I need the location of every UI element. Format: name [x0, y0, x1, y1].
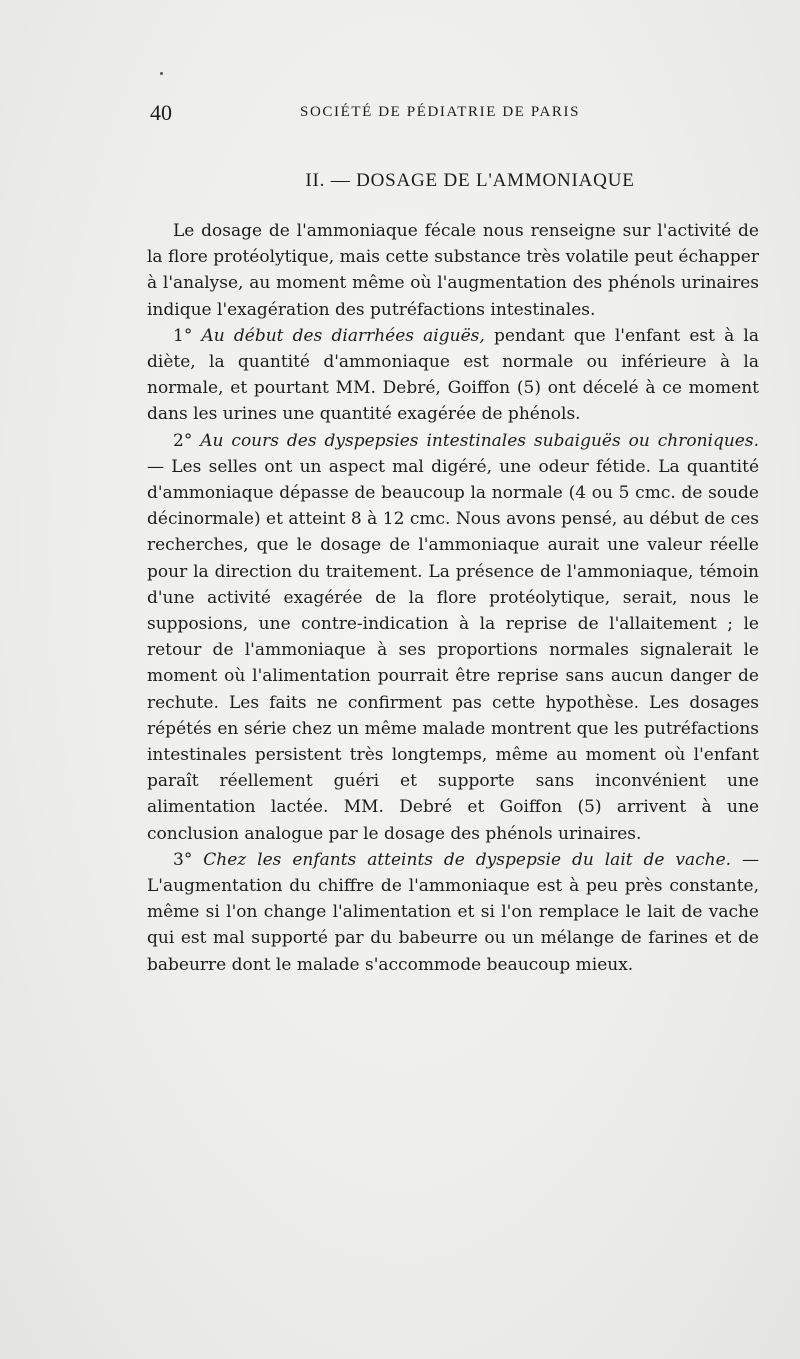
paragraph-point-2-number: 2° [173, 430, 193, 451]
body-text [147, 218, 759, 978]
paragraph-point-3-title: Chez les enfants atteints de dyspepsie du lait de vache. [203, 849, 732, 870]
paragraph-intro [147, 218, 759, 323]
paragraph-point-1-number: 1° [173, 325, 193, 346]
page-number: 40 [150, 100, 172, 125]
paragraph-point-1-title: Au début des diarrhées aiguës, [201, 325, 485, 346]
paragraph-point-1-text: pendant que l'enfant est à la diète, la quantité d'ammoniaque est normale ou inférieure à la normale, et pourtant MM. Debré, Goiffon (5) ont décelé à ce moment dans les urines une quantité exagérée de phénols. [147, 325, 759, 425]
scan-speck [160, 72, 163, 75]
paragraph-point-3-text: — L'augmentation du chiffre de l'ammoniaque est à peu près constante, même si l'on change l'alimentation et si l'on remplace le lait de vache qui est mal supporté par du babeurre ou un mélange de farines et de babeurre dont le malade s'accommode beaucoup mieux. [147, 849, 760, 975]
paragraph-point-2-title: Au cours des dyspepsies intestinales subaiguës ou chroniques. [200, 430, 759, 451]
paragraph-point-3 [147, 847, 759, 978]
paragraph-point-3-number: 3° [173, 849, 193, 870]
paragraph-point-2 [147, 428, 759, 847]
journal-title: SOCIÉTÉ DE PÉDIATRIE DE PARIS [300, 104, 581, 120]
paragraph-intro-text: Le dosage de l'ammoniaque fécale nous renseigne sur l'activité de la flore protéolytique, mais cette substance très volatile peut échapper à l'analyse, au moment même où l'augmentation des phénols urinaires indique l'exagération des putréfactions intestinales. [147, 221, 759, 320]
paragraph-point-1 [147, 323, 759, 428]
section-heading: II. — DOSAGE DE L'AMMONIAQUE [305, 170, 635, 191]
running-head [150, 100, 760, 130]
paragraph-point-2-text: — Les selles ont un aspect mal digéré, une odeur fétide. La quantité d'ammoniaque dépasse de beaucoup la normale (4 ou 5 cmc. de soude décinormale) et atteint 8 à 12 cmc. Nous avons pensé, au début de ces recherches, que le dosage de l'ammoniaque aurait une valeur réelle pour la direction du traitement. La présence de l'ammoniaque, témoin d'une activité exagérée de la flore protéolytique, serait, nous le supposions, une contre-indication à la reprise de l'allaitement ; le retour de l'ammoniaque à ses proportions normales signalerait le moment où l'alimentation pourrait être reprise sans aucun danger de rechute. Les faits ne confirment pas cette hypothèse. Les dosages répétés en série chez un même malade montrent que les putréfactions intestinales persistent très longtemps, même au moment où l'enfant paraît réellement guéri et supporte sans inconvénient une alimentation lactée. MM. Debré et Goiffon (5) arrivent à une conclusion analogue par le dosage des phénols urinaires. [147, 456, 759, 844]
